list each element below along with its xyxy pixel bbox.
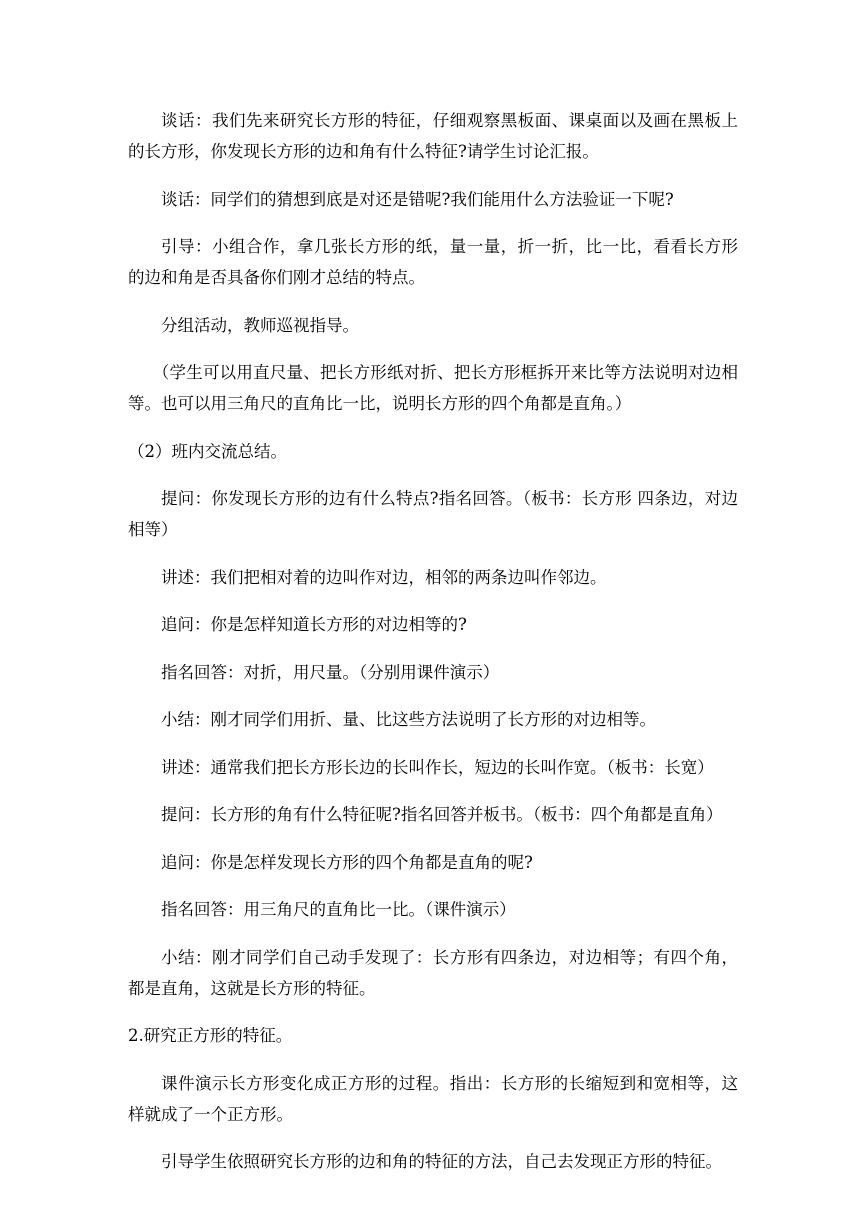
- paragraph-followup-right-angles: 追问：你是怎样发现长方形的四个角都是直角的呢?: [161, 852, 533, 872]
- paragraph-answer-triangle-ruler: 指名回答：用三角尺的直角比一比。（课件演示）: [161, 900, 516, 919]
- paragraph-guide-square: 引导学生依照研究长方形的边和角的特征的方法，自己去发现正方形的特征。: [161, 1152, 722, 1171]
- paragraph-question-angles: 提问：长方形的角有什么特征呢?指名回答并板书。（板书：四个角都是直角）: [161, 805, 723, 824]
- paragraph-summary-rectangle: 小结：刚才同学们自己动手发现了：长方形有四条边，对边相等；有四个角，都是直角，这就是长方形的特征。: [128, 947, 738, 998]
- paragraph-guide-group-work: 引导：小组合作，拿几张长方形的纸，量一量，折一折，比一比，看看长方形的边和角是否具备你们刚才总结的特点。: [128, 237, 738, 287]
- paragraph-answer-fold-measure: 指名回答：对折，用尺量。（分别用课件演示）: [161, 662, 500, 682]
- paragraph-group-activity: 分组活动，教师巡视指导。: [161, 315, 359, 335]
- paragraph-summary-sides: 小结：刚才同学们用折、量、比这些方法说明了长方形的对边相等。: [161, 710, 656, 729]
- paragraph-talk-rectangle-features: 谈话：我们先来研究长方形的特征，仔细观察黑板面、课桌面以及画在黑板上的长方形，你发现长方形的边和角有什么特征?请学生讨论汇报。: [128, 111, 738, 161]
- paragraph-explain-opposite-sides: 讲述：我们把相对着的边叫作对边，相邻的两条边叫作邻边。: [161, 567, 607, 587]
- paragraph-question-sides: 提问：你发现长方形的边有什么特点?指名回答。（板书：长方形 四条边，对边相等）: [128, 489, 738, 539]
- paragraph-explain-length-width: 讲述：通常我们把长方形长边的长叫作长，短边的长叫作宽。（板书：长宽）: [161, 757, 714, 777]
- paragraph-talk-verify-guess: 谈话：同学们的猜想到底是对还是错呢?我们能用什么方法验证一下呢?: [161, 189, 674, 209]
- document-body: [128, 105, 738, 1194]
- paragraph-student-methods-note: （学生可以用直尺量、把长方形纸对折、把长方形框拆开来比等方法说明对边相等。也可以用三角尺的直角比一比，说明长方形的四个角都是直角。）: [128, 363, 738, 413]
- paragraph-followup-opposite-equal: 追问：你是怎样知道长方形的对边相等的?: [161, 615, 467, 634]
- section-heading-square-features: 2.研究正方形的特征。: [128, 1026, 293, 1045]
- section-heading-class-summary: （2）班内交流总结。: [128, 441, 287, 461]
- paragraph-courseware-demo: 课件演示长方形变化成正方形的过程。指出：长方形的长缩短到和宽相等，这样就成了一个正方形。: [128, 1073, 738, 1124]
